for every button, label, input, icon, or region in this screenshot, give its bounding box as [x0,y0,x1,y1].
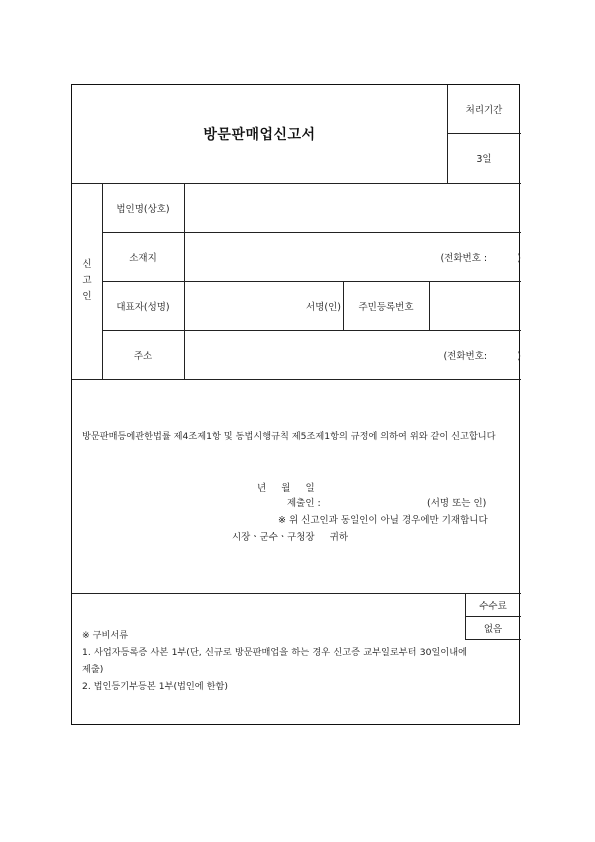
divider [465,639,521,640]
declaration-statement: 방문판매등에관한법률 제4조제1항 및 동법시행규칙 제5조제1항의 규정에 의하여 위와 같이 신고합니다 [82,431,496,442]
company-name-label: 법인명(상호) [116,203,170,215]
resident-number-field[interactable] [429,281,521,330]
date-line: 년 월 일 [257,483,315,494]
divider [72,379,521,380]
required-doc-item: 2. 법인등기부등본 1부(법인에 한함) [82,681,228,692]
location-phone-label: (전화번호 : ) [440,252,521,264]
applicant-char: 인 [82,291,92,302]
resident-number-label: 주민등록번호 [358,301,414,313]
processing-period-label: 처리기간 [465,105,503,116]
required-docs-title: ※ 구비서류 [82,630,129,641]
applicant-char: 고 [82,275,92,286]
location-label: 소재지 [129,252,157,264]
submitter-sign-label: (서명 또는 인) [427,498,487,509]
applicant-label [72,183,102,379]
notice-text: ※ 위 신고인과 동일인이 아닐 경우에만 기재합니다 [278,515,488,526]
required-doc-item: 1. 사업자등록증 사본 1부(단, 신규로 방문판매업을 하는 경우 신고증 교부일로부터 30일이내에 제출) [82,647,467,675]
fee-label: 수수료 [479,600,507,612]
signature-seal-label: 서명(인) [306,301,341,313]
fee-value: 없음 [483,623,503,635]
divider [72,593,521,594]
processing-period-value: 3일 [476,154,492,165]
submitter-field[interactable] [332,493,422,509]
applicant-char: 신 [82,259,92,270]
submitter-label: 제출인 : [287,498,321,509]
recipient-text: 시장ㆍ군수ㆍ구청장 귀하 [232,532,349,543]
representative-label: 대표자(성명) [116,301,170,313]
address-phone-label: (전화번호: ) [443,350,521,362]
form-title: 방문판매업신고서 [203,127,316,143]
address-label: 주소 [133,350,153,362]
report-form [71,84,520,725]
company-name-field[interactable] [184,183,521,232]
